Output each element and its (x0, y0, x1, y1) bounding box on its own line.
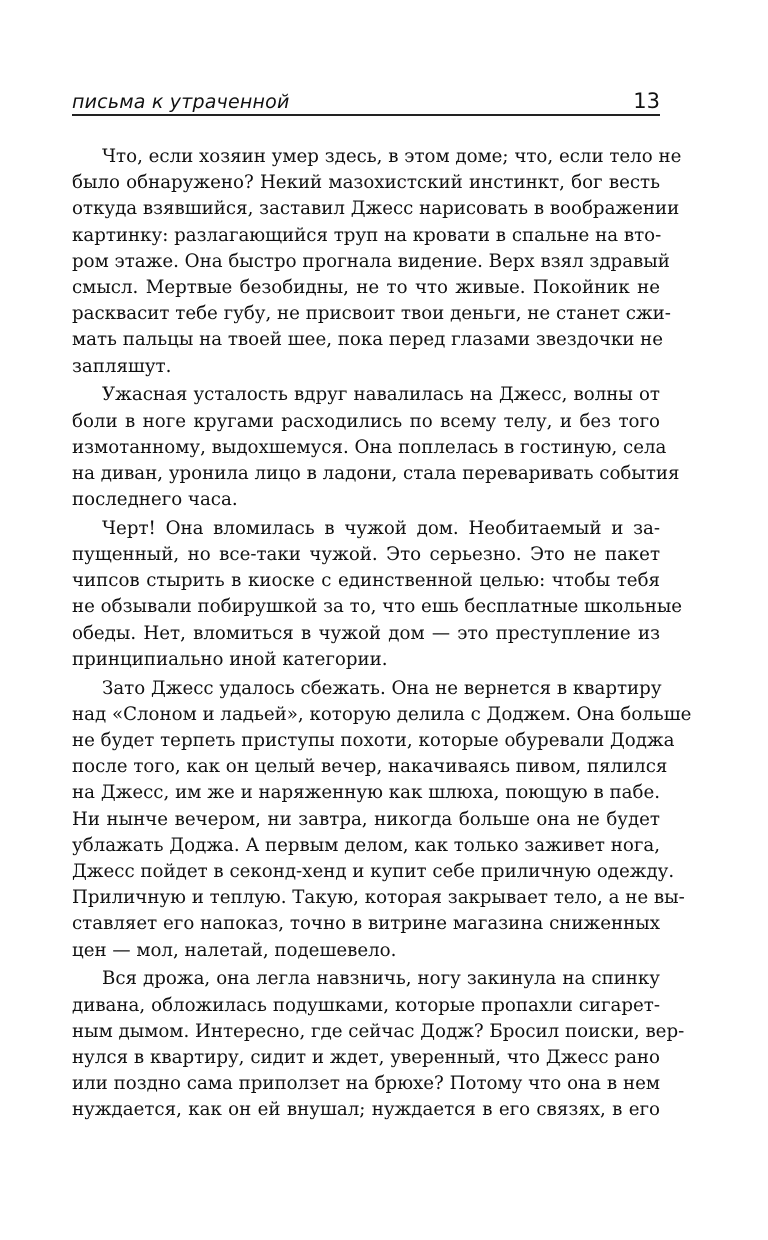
text-line: последнего часа. (72, 489, 238, 511)
text-line: принципиально иной категории. (72, 648, 388, 670)
text-line: Ни нынче вечером, ни завтра, никогда больше она не будет (72, 808, 660, 830)
text-line: пущенный, но все-таки чужой. Это серьезно. Это не пакет (72, 544, 660, 566)
running-header (72, 84, 660, 116)
running-title: письма к утраченной (72, 91, 290, 113)
paragraph-3 (72, 516, 683, 673)
text-line: картинку: разлагающийся труп на кровати в спальне на вто- (72, 224, 662, 246)
text-line: ублажать Доджа. А первым делом, как только заживет нога, (72, 834, 660, 856)
text-line: дивана, обложилась подушками, которые пропахли сигарет- (72, 994, 660, 1016)
text-line: расквасит тебе губу, не присвоит твои деньги, не станет сжи- (72, 303, 671, 325)
text-line: не обзывали побирушкой за то, что ешь бесплатные школьные (72, 596, 683, 618)
text-line: мать пальцы на твоей шее, пока перед глазами звездочки не (72, 329, 664, 351)
paragraph-1 (72, 144, 682, 380)
text-line: Ужасная усталость вдруг навалилась на Джесс, волны от (102, 384, 660, 406)
text-line: боли в ноге кругами расходились по всему телу, и без того (72, 410, 660, 432)
text-line: нулся в квартиру, сидит и ждет, уверенный, что Джесс рано (72, 1046, 660, 1068)
text-line: Черт! Она вломилась в чужой дом. Необитаемый и за- (102, 517, 660, 539)
text-line: чипсов стырить в киоске с единственной целью: чтобы тебя (72, 570, 660, 592)
text-line: Что, если хозяин умер здесь, в этом доме; что, если тело не (102, 146, 682, 167)
page-number: 13 (633, 89, 660, 113)
text-line: Джесс пойдет в секонд-хенд и купит себе приличную одежду. (72, 860, 675, 882)
paragraph-4 (72, 676, 692, 964)
text-line: ставляет его напоказ, точно в витрине магазина сниженных (72, 913, 660, 935)
text-line: на Джесс, им же и наряженную как шлюха, поющую в пабе. (72, 782, 660, 804)
text-line: было обнаружено? Некий мазохистский инстинкт, бог весть (72, 172, 660, 194)
text-line: нуждается, как он ей внушал; нуждается в его связях, в его (72, 1099, 660, 1121)
text-line: Зато Джесс удалось сбежать. Она не вернется в квартиру (102, 677, 662, 699)
text-line: откуда взявшийся, заставил Джесс нарисовать в воображении (72, 198, 680, 220)
text-line: Приличную и теплую. Такую, которая закрывает тело, а не вы- (72, 887, 685, 909)
text-line: не будет терпеть приступы похоти, которые обуревали Доджа (72, 729, 675, 751)
text-line: над «Слоном и ладьей», которую делила с Доджем. Она больше (72, 703, 692, 725)
paragraph-5 (72, 966, 685, 1123)
body-text (72, 144, 692, 1124)
paragraph-2 (72, 382, 680, 513)
text-line: запляшут. (72, 355, 172, 377)
text-line: смысл. Мертвые безобидны, не то что живые. Покойник не (72, 277, 660, 299)
text-line: ным дымом. Интересно, где сейчас Додж? Бросил поиски, вер- (72, 1020, 685, 1042)
text-line: цен — мол, налетай, подешевело. (72, 939, 397, 961)
text-line: ром этаже. Она быстро прогнала видение. Верх взял здравый (72, 250, 670, 272)
text-line: на диван, уронила лицо в ладони, стала переваривать события (72, 462, 680, 484)
text-line: обеды. Нет, вломиться в чужой дом — это преступление из (72, 622, 660, 644)
text-line: после того, как он целый вечер, накачиваясь пивом, пялился (72, 756, 668, 778)
text-line: измотанному, выдохшемуся. Она поплелась в гостиную, села (72, 436, 667, 458)
book-page (72, 84, 692, 1124)
text-line: Вся дрожа, она легла навзничь, ногу закинула на спинку (102, 968, 660, 990)
text-line: или поздно сама приползет на брюхе? Потому что она в нем (72, 1073, 660, 1095)
